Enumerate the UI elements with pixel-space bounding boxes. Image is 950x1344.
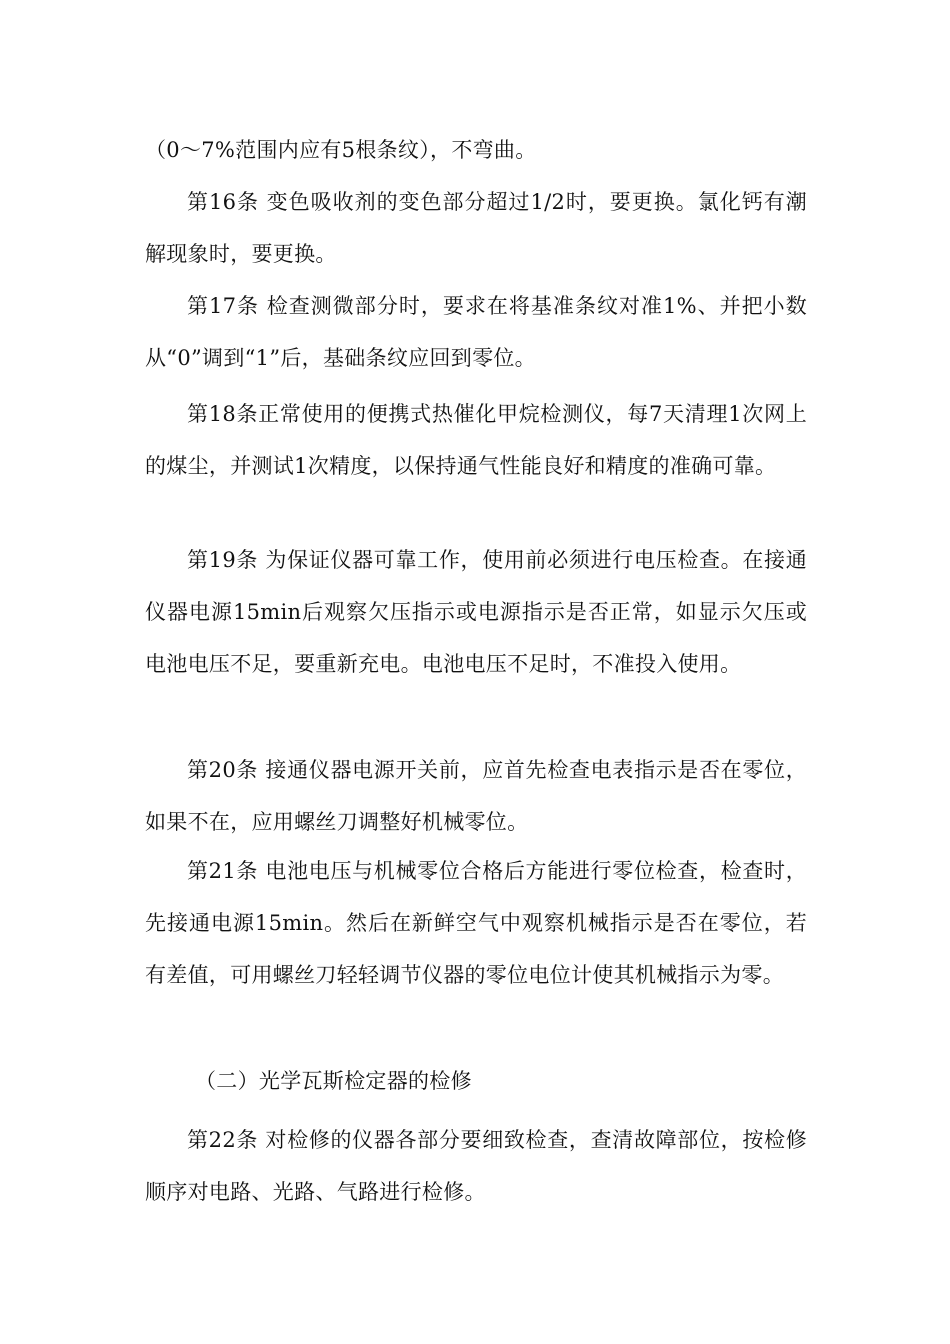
paragraph-article-21: 第21条 电池电压与机械零位合格后方能进行零位检查，检查时，先接通电源15min。然后在新鲜空气中观察机械指示是否在零位，若有差值，可用螺丝刀轻轻调节仪器的零位电位计使其机械指示为零。 bbox=[145, 859, 807, 987]
paragraph-article-18: 第18条正常使用的便携式热催化甲烷检测仪，每7天清理1次网上的煤尘，并测试1次精度，以保持通气性能良好和精度的准确可靠。 bbox=[145, 402, 807, 478]
paragraph-article-16: 第16条 变色吸收剂的变色部分超过1/2时，要更换。氯化钙有潮解现象时，要更换。 bbox=[145, 190, 807, 266]
paragraph-article-22: 第22条 对检修的仪器各部分要细致检查，查清故障部位，按检修顺序对电路、光路、气路进行检修。 bbox=[145, 1128, 807, 1204]
paragraph-continuation: （0～7%范围内应有5根条纹），不弯曲。 bbox=[145, 138, 537, 162]
paragraph-article-17: 第17条 检查测微部分时，要求在将基准条纹对准1%、并把小数从“0”调到“1”后，基础条纹应回到零位。 bbox=[145, 294, 807, 370]
paragraph-article-19: 第19条 为保证仪器可靠工作，使用前必须进行电压检查。在接通仪器电源15min后观察欠压指示或电源指示是否正常，如显示欠压或电池电压不足，要重新充电。电池电压不足时，不准投入使用。 bbox=[145, 548, 807, 676]
paragraph-article-20: 第20条 接通仪器电源开关前，应首先检查电表指示是否在零位，如果不在，应用螺丝刀调整好机械零位。 bbox=[145, 758, 807, 834]
section-heading: （二）光学瓦斯检定器的检修 bbox=[195, 1069, 472, 1093]
